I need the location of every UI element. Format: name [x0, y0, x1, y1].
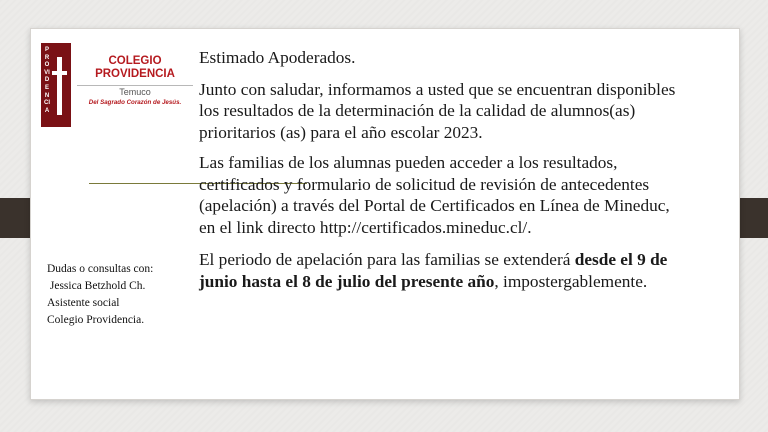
school-logo: [41, 43, 193, 131]
message-body: [199, 47, 689, 292]
appeal-dates: desde el 9 de junio hasta el 8 de julio del presente año: [199, 250, 668, 291]
slide-card: [30, 28, 740, 400]
school-name-line2: PROVIDENCIA: [95, 68, 175, 80]
intro-paragraph: Junto con saludar, informamos a usted que se encuentran disponibles los resultados de la determinación de la calidad de alumnos(as) prioritarios (as) para el año escolar 2023.: [199, 79, 676, 142]
appeal-closing: , impostergablemente.: [494, 271, 648, 291]
contact-info: [47, 261, 207, 329]
crest-icon: [41, 43, 71, 127]
school-name: [77, 55, 193, 81]
contact-line: Dudas o consultas con:: [47, 263, 154, 275]
cross-icon-bar: [52, 71, 67, 75]
school-city: Temuco: [119, 87, 151, 97]
access-paragraph: Las familias de los alumnas pueden acceder a los resultados, certificados y formulario de solicitud de revisión de antecedentes (apelación) a través del Portal de Certificados en Línea de Mineduc, en el link directo http://certificados.mineduc.cl/.: [199, 153, 670, 237]
crest-letters: PROVIDENCIA: [44, 47, 50, 114]
greeting: Estimado Apoderados.: [199, 48, 356, 67]
contact-role: Asistente social: [47, 297, 120, 309]
appeal-text: El periodo de apelación para las familias se extenderá: [199, 250, 575, 269]
contact-school: Colegio Providencia.: [47, 314, 145, 326]
contact-name: Jessica Betzhold Ch.: [47, 280, 146, 292]
cross-icon: [57, 57, 62, 115]
school-name-line1: COLEGIO: [108, 55, 162, 67]
school-motto: Del Sagrado Corazón de Jesús.: [88, 99, 182, 106]
logo-divider: [77, 85, 193, 86]
appeal-paragraph: [199, 249, 689, 292]
